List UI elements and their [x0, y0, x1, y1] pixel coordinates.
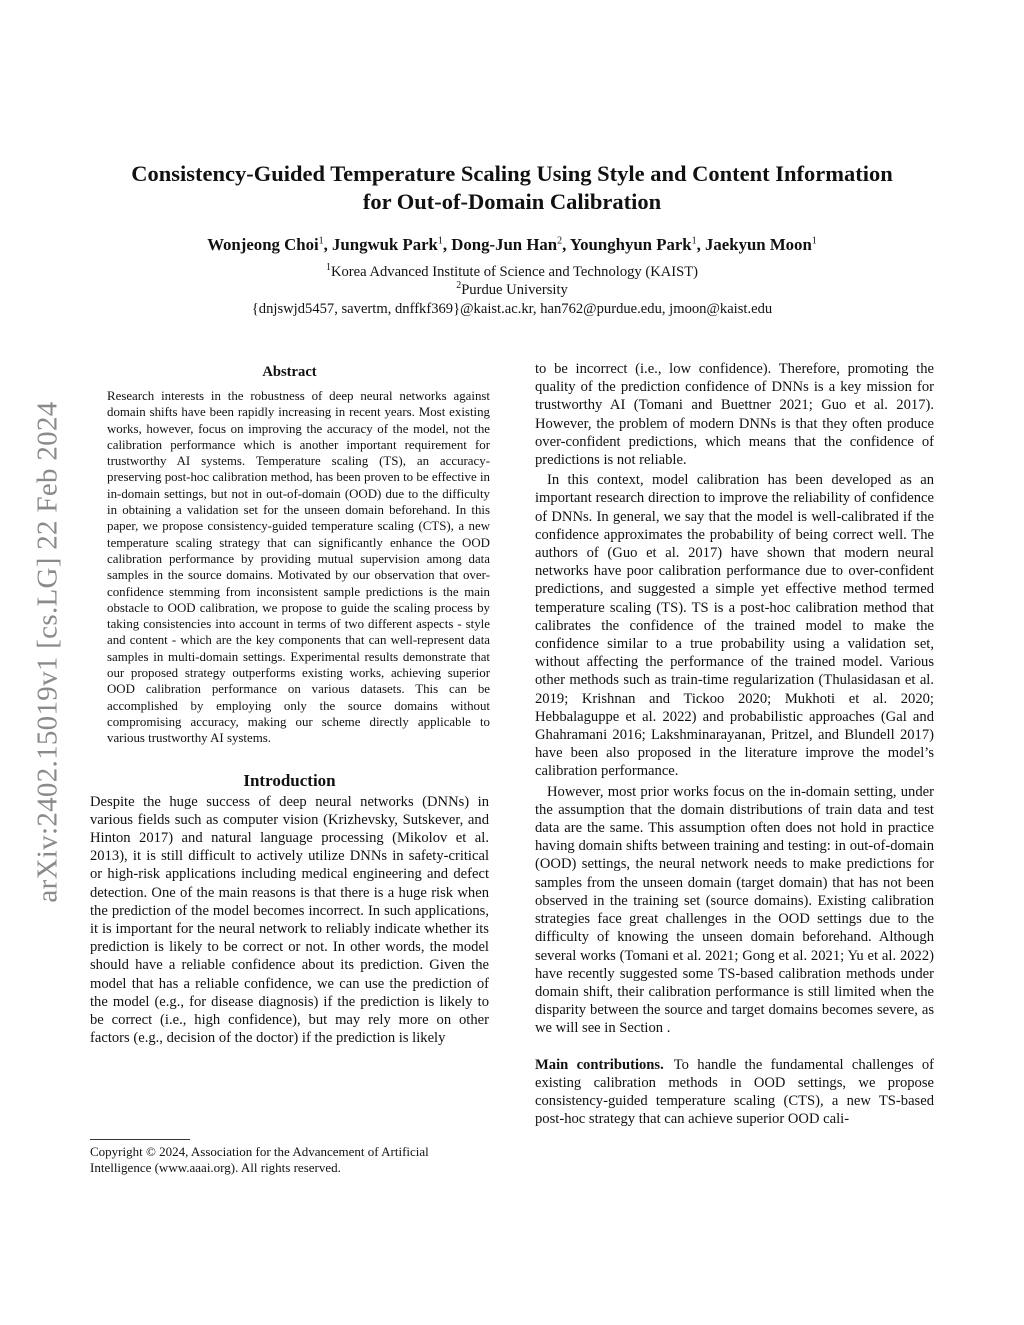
author-affiliation-mark: 1: [318, 235, 324, 247]
author-affiliation-mark: 2: [557, 235, 563, 247]
intro-paragraph-1: Despite the huge success of deep neural networks (DNNs) in various fields such as computer vision (Krizhevsky, Sutskever, and Hinton 2017) and natural language processing (Mikolov et al. 2013), it is still difficult to actively utilize DNNs in safety-critical or high-risk applications including medical engineering and defect detection. One of the main reasons is that there is a huge risk when the prediction of the model becomes incorrect. In such applications, it is important for the neural network to reliably indicate whether its prediction is likely to be correct or not. In other words, the model should have a reliable confidence about its prediction. Given the model that has a reliable confidence, we can use the prediction of the model (e.g., for disease diagnosis) if the prediction is likely to be correct (i.e., high confidence), but may rely more on other factors (e.g., decision of the doctor) if the prediction is likely: [90, 793, 489, 1047]
author-name: Younghyun Park: [569, 235, 692, 254]
intro-paragraph-1-continued: to be incorrect (i.e., low confidence). Therefore, promoting the quality of the prediction confidence of DNNs is a key mission for trustworthy AI (Tomani and Buettner 2021; Guo et al. 2017). However, the problem of modern DNNs is that they often produce over-confident predictions, which means that the confidence of predictions is not reliable.: [535, 361, 934, 469]
author-name: Wonjeong Choi: [207, 235, 319, 254]
abstract-text: Research interests in the robustness of deep neural networks against domain shifts have been rapidly increasing in recent years. Most existing works, however, focus on improving the accuracy of the model, not the calibration performance which is another important requirement for trustworthy AI systems. Temperature scaling (TS), an accuracy-preserving post-hoc calibration method, has been proven to be effective in in-domain settings, but not in out-of-domain (OOD) due to the difficulty in obtaining a validation set for the unseen domain beforehand. In this paper, we propose consistency-guided temperature scaling (CTS), a new temperature scaling strategy that can significantly enhance the OOD calibration performance by providing mutual supervision among data samples in the source domains. Motivated by our observation that over-confidence stemming from inconsistent sample predictions is the main obstacle to OOD calibration, we propose to guide the scaling process by taking consistencies into account in terms of two different aspects - style and content - which are the key components that can well-represent data samples in multi-domain settings. Experimental results demonstrate that our proposed strategy outperforms existing works, achieving superior OOD calibration performance on various datasets. This can be accomplished by employing only the source domains without compromising accuracy, making our scheme directly applicable to various trustworthy AI systems.: [107, 389, 490, 746]
affiliation-mark: 1: [325, 262, 331, 274]
arxiv-stamp: arXiv:2402.15019v1 [cs.LG] 22 Feb 2024: [31, 401, 64, 903]
author-emails: {dnjswjd5457, savertm, dnffkf369}@kaist.ac.kr, han762@purdue.edu, jmoon@kaist.edu: [251, 301, 773, 317]
author-list: Wonjeong Choi$^1$, Jungwuk Park$^1$, Dong-Jun Han$^2$, Younghyun Park$^1$, Jaekyun Moon$^1$: [207, 235, 817, 254]
copyright-footnote: Copyright © 2024, Association for the Advancement of Artificial Intelligence (www.aaai.org). All rights reserved.: [90, 1144, 429, 1176]
affiliation-text: Korea Advanced Institute of Science and Technology (KAIST): [330, 264, 699, 280]
abstract-heading: Abstract: [262, 364, 317, 380]
author-affiliation-mark: 1: [811, 235, 817, 247]
introduction-heading: Introduction: [243, 770, 336, 790]
main-contributions-heading: Main contributions.: [535, 1056, 664, 1073]
author-name: Jaekyun Moon: [705, 235, 812, 254]
affiliation-1: [60, 263, 964, 281]
author-affiliation-mark: 1: [691, 235, 697, 247]
author-affiliation-mark: 1: [437, 235, 443, 247]
paper-title: [60, 160, 964, 216]
intro-paragraph-2: In this context, model calibration has been developed as an important research direction to improve the reliability of confidence of DNNs. In general, we say that the model is well-calibrated if the confidence approximates the probability of being correct well. The authors of (Guo et al. 2017) have shown that modern neural networks have poor calibration performance due to over-confident predictions, and suggested a simple yet effective method termed temperature scaling (TS). TS is a post-hoc calibration method that calibrates the confidence of the trained model to make the confidence similar to a true probability using a validation set, without affecting the performance of the trained model. Various other methods such as train-time regularization (Thulasidasan et al. 2019; Krishnan and Tickoo 2020; Mukhoti et al. 2020; Hebbalaguppe et al. 2022) and probabilistic approaches (Gal and Ghahramani 2016; Lakshminarayanan, Pritzel, and Blundell 2017) have been also proposed in the literature improve the model’s calibration performance.: [535, 472, 934, 780]
affiliation-text: Purdue University: [461, 282, 568, 298]
main-contributions-text: To handle the fundamental challenges of existing calibration methods in OOD settings, we propose consistency-guided temperature scaling (CTS), a new TS-based post-hoc strategy that can achieve superior OOD cali-: [535, 1056, 934, 1128]
footnote-rule: [90, 1139, 190, 1140]
title-line-1: Consistency-Guided Temperature Scaling Using Style and Content Information: [131, 161, 893, 186]
intro-paragraph-3: However, most prior works focus on the in-domain setting, under the assumption that the domain distributions of train data and test data are the same. This assumption often does not hold in practice having domain shifts between training and testing: in out-of-domain (OOD) settings, the neural network needs to make predictions for samples from the unseen domain (target domain) that has not been observed in the training set (source domains). Existing calibration strategies face great challenges in the OOD settings due to the difficulty of knowing the unseen domain beforehand. Although several works (Tomani et al. 2021; Gong et al. 2021; Yu et al. 2022) have recently suggested some TS-based calibration methods under domain shift, their calibration performance is still limited when the disparity between the source and target domains becomes severe, as we will see in Section .: [535, 783, 934, 1037]
affiliation-2: [60, 281, 964, 299]
author-name: Dong-Jun Han: [451, 235, 558, 254]
title-line-2: for Out-of-Domain Calibration: [362, 189, 662, 214]
main-contributions-paragraph: [535, 1056, 934, 1129]
left-column: [90, 360, 489, 1047]
affiliation-mark: 2: [456, 280, 462, 292]
right-column: [535, 360, 934, 1128]
author-name: Jungwuk Park: [332, 235, 438, 254]
